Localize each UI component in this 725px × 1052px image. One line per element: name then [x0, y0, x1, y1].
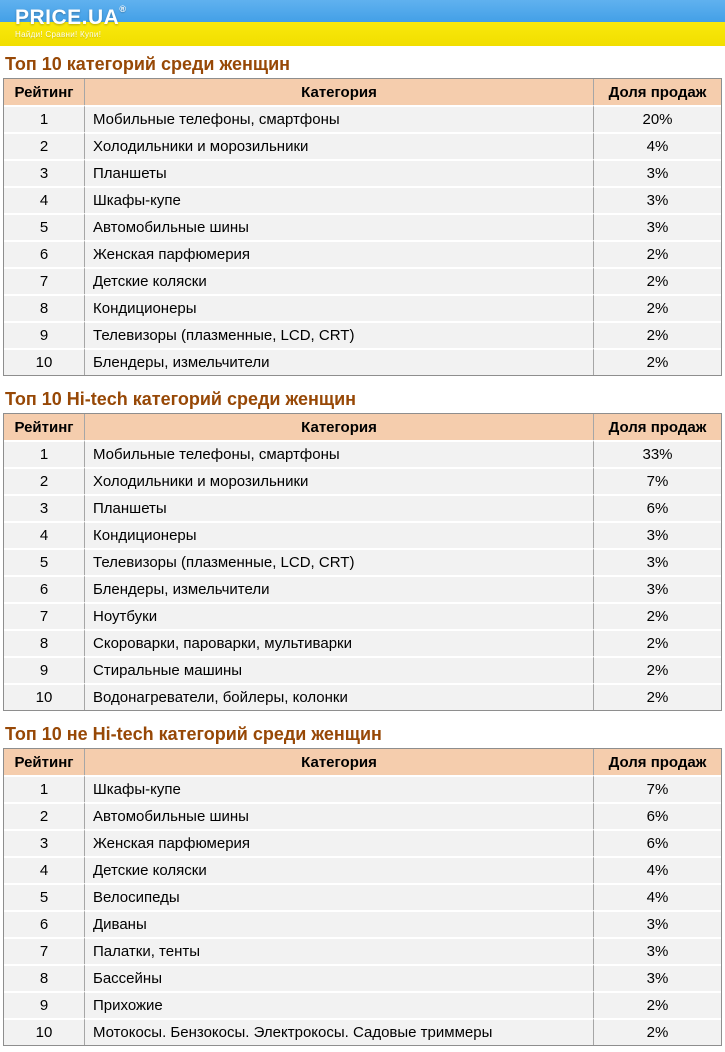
share-cell: 3% — [593, 521, 721, 548]
rank-cell: 9 — [4, 321, 84, 348]
share-cell: 6% — [593, 829, 721, 856]
registered-mark: ® — [119, 4, 126, 14]
category-cell: Планшеты — [84, 494, 593, 521]
rank-cell: 3 — [4, 494, 84, 521]
share-cell: 2% — [593, 991, 721, 1018]
table-row — [4, 991, 721, 1018]
report-content — [0, 46, 725, 1052]
share-cell: 4% — [593, 856, 721, 883]
rank-cell: 4 — [4, 856, 84, 883]
share-cell: 3% — [593, 186, 721, 213]
rank-cell: 7 — [4, 937, 84, 964]
share-cell: 6% — [593, 802, 721, 829]
rank-cell: 1 — [4, 105, 84, 132]
rank-cell: 8 — [4, 629, 84, 656]
share-cell: 2% — [593, 602, 721, 629]
share-cell: 3% — [593, 937, 721, 964]
section-top10-all — [3, 54, 722, 376]
category-cell: Бассейны — [84, 964, 593, 991]
col-header-share: Доля продаж — [593, 414, 721, 440]
share-cell: 3% — [593, 213, 721, 240]
section-top10-hitech — [3, 389, 722, 711]
site-banner — [0, 0, 725, 46]
rank-cell: 9 — [4, 991, 84, 1018]
table-row — [4, 321, 721, 348]
section-title: Топ 10 Hi-tech категорий среди женщин — [5, 389, 357, 409]
table-row — [4, 548, 721, 575]
category-cell: Ноутбуки — [84, 602, 593, 629]
category-cell: Блендеры, измельчители — [84, 575, 593, 602]
logo-tagline: Найди! Сравни! Купи! — [15, 30, 102, 39]
col-header-rank: Рейтинг — [4, 749, 84, 775]
category-cell: Кондиционеры — [84, 521, 593, 548]
share-cell: 3% — [593, 575, 721, 602]
rank-cell: 6 — [4, 910, 84, 937]
table-row — [4, 656, 721, 683]
table-row — [4, 856, 721, 883]
share-cell: 3% — [593, 910, 721, 937]
rank-cell: 5 — [4, 213, 84, 240]
table-row — [4, 467, 721, 494]
table-row — [4, 829, 721, 856]
category-cell: Велосипеды — [84, 883, 593, 910]
table-row — [4, 964, 721, 991]
share-cell: 7% — [593, 775, 721, 802]
category-cell: Детские коляски — [84, 856, 593, 883]
table-row — [4, 521, 721, 548]
category-cell: Телевизоры (плазменные, LCD, CRT) — [84, 548, 593, 575]
rank-cell: 5 — [4, 883, 84, 910]
col-header-rank: Рейтинг — [4, 79, 84, 105]
share-cell: 6% — [593, 494, 721, 521]
table-row — [4, 240, 721, 267]
rank-cell: 6 — [4, 240, 84, 267]
category-cell: Диваны — [84, 910, 593, 937]
category-cell: Кондиционеры — [84, 294, 593, 321]
table-row — [4, 213, 721, 240]
table-row — [4, 775, 721, 802]
col-header-category: Категория — [84, 749, 593, 775]
rank-cell: 7 — [4, 267, 84, 294]
table-row — [4, 294, 721, 321]
share-cell: 3% — [593, 548, 721, 575]
table-row — [4, 267, 721, 294]
rank-cell: 6 — [4, 575, 84, 602]
rank-cell: 10 — [4, 1018, 84, 1045]
category-cell: Мотокосы. Бензокосы. Электрокосы. Садовые триммеры — [84, 1018, 593, 1045]
share-cell: 2% — [593, 240, 721, 267]
share-cell: 2% — [593, 321, 721, 348]
rank-cell: 2 — [4, 467, 84, 494]
share-cell: 3% — [593, 964, 721, 991]
share-cell: 2% — [593, 1018, 721, 1045]
section-title: Топ 10 категорий среди женщин — [5, 54, 291, 74]
share-cell: 4% — [593, 132, 721, 159]
share-cell: 2% — [593, 294, 721, 321]
rank-cell: 4 — [4, 186, 84, 213]
table-row — [4, 802, 721, 829]
table-row — [4, 910, 721, 937]
table-row — [4, 348, 721, 375]
category-cell: Шкафы-купе — [84, 775, 593, 802]
rank-cell: 2 — [4, 802, 84, 829]
category-cell: Женская парфюмерия — [84, 240, 593, 267]
ranking-table-all — [3, 78, 722, 376]
category-cell: Скороварки, пароварки, мультиварки — [84, 629, 593, 656]
category-cell: Палатки, тенты — [84, 937, 593, 964]
price-ua-logo[interactable] — [15, 4, 126, 39]
table-header-row — [4, 414, 721, 440]
rank-cell: 8 — [4, 294, 84, 321]
table-row — [4, 105, 721, 132]
share-cell: 2% — [593, 267, 721, 294]
col-header-category: Категория — [84, 79, 593, 105]
share-cell: 2% — [593, 629, 721, 656]
table-row — [4, 683, 721, 710]
rank-cell: 10 — [4, 348, 84, 375]
table-row — [4, 937, 721, 964]
rank-cell: 3 — [4, 829, 84, 856]
table-row — [4, 883, 721, 910]
table-header-row — [4, 79, 721, 105]
col-header-share: Доля продаж — [593, 749, 721, 775]
share-cell: 20% — [593, 105, 721, 132]
table-row — [4, 494, 721, 521]
rank-cell: 5 — [4, 548, 84, 575]
category-cell: Холодильники и морозильники — [84, 132, 593, 159]
category-cell: Мобильные телефоны, смартфоны — [84, 440, 593, 467]
category-cell: Женская парфюмерия — [84, 829, 593, 856]
rank-cell: 3 — [4, 159, 84, 186]
table-row — [4, 629, 721, 656]
rank-cell: 9 — [4, 656, 84, 683]
table-row — [4, 159, 721, 186]
col-header-category: Категория — [84, 414, 593, 440]
share-cell: 2% — [593, 348, 721, 375]
section-title: Топ 10 не Hi-tech категорий среди женщин — [5, 724, 382, 744]
ranking-table-hitech — [3, 413, 722, 711]
share-cell: 33% — [593, 440, 721, 467]
category-cell: Блендеры, измельчители — [84, 348, 593, 375]
section-top10-non-hitech — [3, 724, 722, 1046]
category-cell: Телевизоры (плазменные, LCD, CRT) — [84, 321, 593, 348]
category-cell: Автомобильные шины — [84, 802, 593, 829]
share-cell: 7% — [593, 467, 721, 494]
table-row — [4, 132, 721, 159]
rank-cell: 7 — [4, 602, 84, 629]
col-header-rank: Рейтинг — [4, 414, 84, 440]
rank-cell: 10 — [4, 683, 84, 710]
category-cell: Детские коляски — [84, 267, 593, 294]
category-cell: Водонагреватели, бойлеры, колонки — [84, 683, 593, 710]
category-cell: Холодильники и морозильники — [84, 467, 593, 494]
rank-cell: 4 — [4, 521, 84, 548]
table-row — [4, 575, 721, 602]
category-cell: Стиральные машины — [84, 656, 593, 683]
share-cell: 2% — [593, 656, 721, 683]
table-row — [4, 440, 721, 467]
rank-cell: 1 — [4, 440, 84, 467]
rank-cell: 8 — [4, 964, 84, 991]
rank-cell: 2 — [4, 132, 84, 159]
table-header-row — [4, 749, 721, 775]
share-cell: 3% — [593, 159, 721, 186]
ranking-table-non-hitech — [3, 748, 722, 1046]
category-cell: Шкафы-купе — [84, 186, 593, 213]
category-cell: Автомобильные шины — [84, 213, 593, 240]
table-row — [4, 1018, 721, 1045]
category-cell: Планшеты — [84, 159, 593, 186]
rank-cell: 1 — [4, 775, 84, 802]
table-row — [4, 186, 721, 213]
table-row — [4, 602, 721, 629]
share-cell: 4% — [593, 883, 721, 910]
col-header-share: Доля продаж — [593, 79, 721, 105]
category-cell: Мобильные телефоны, смартфоны — [84, 105, 593, 132]
share-cell: 2% — [593, 683, 721, 710]
logo-text: PRICE.UA — [15, 6, 120, 29]
category-cell: Прихожие — [84, 991, 593, 1018]
